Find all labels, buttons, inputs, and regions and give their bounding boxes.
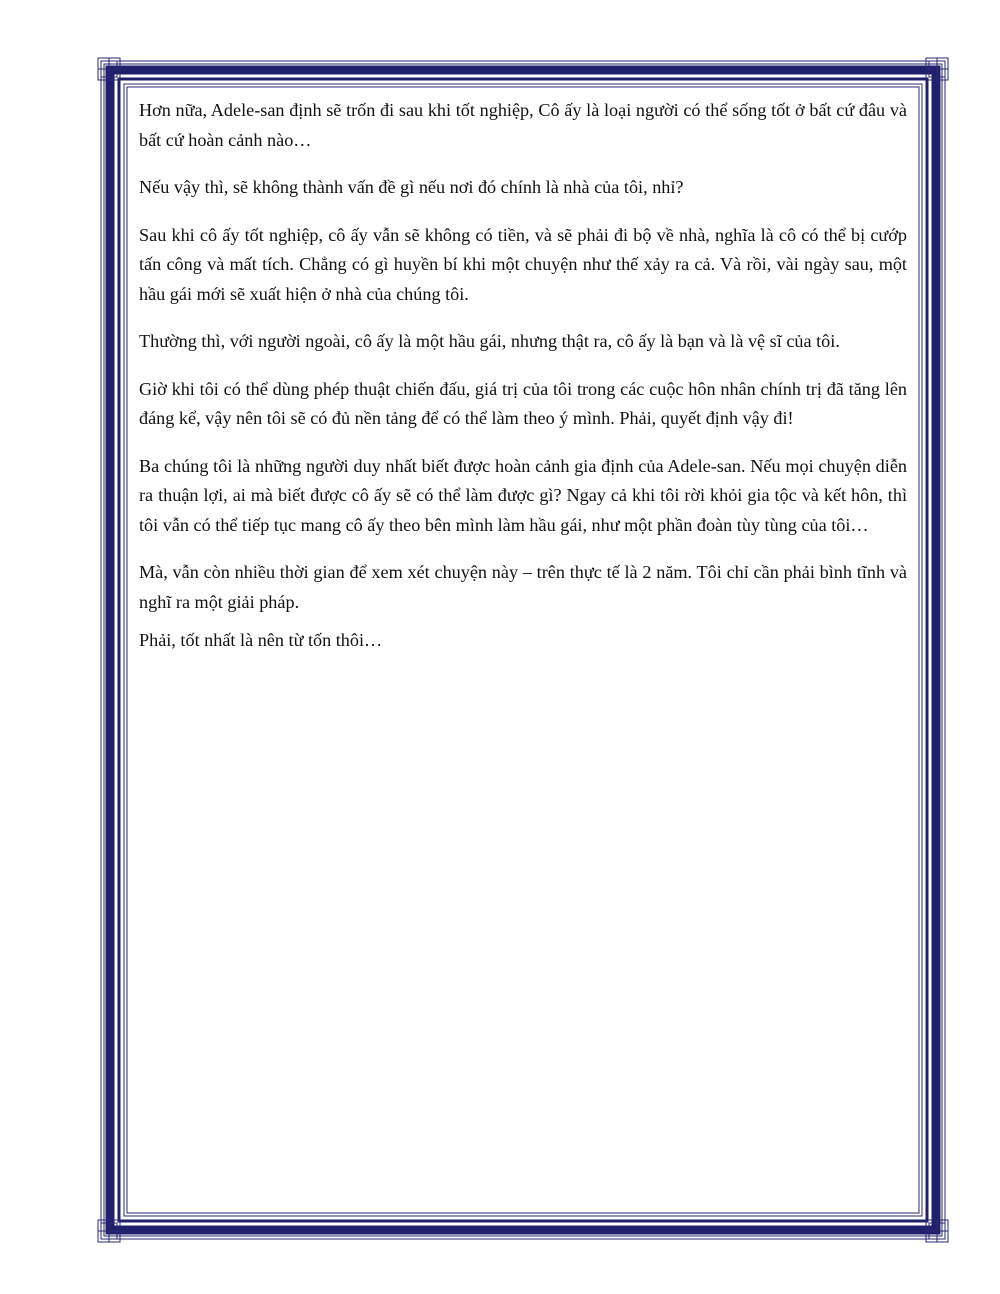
corner-ornament-top-right [926,58,948,80]
paragraph-1: Hơn nữa, Adele-san định sẽ trốn đi sau khi tốt nghiệp, Cô ấy là loại người có thể sống tốt ở bất cứ đâu và bất cứ hoàn cảnh nào… [139,100,907,150]
corner-ornament-bottom-right [926,1220,948,1242]
paragraph-4: Thường thì, với người ngoài, cô ấy là một hầu gái, nhưng thật ra, cô ấy là bạn và là vệ sĩ của tôi. [139,331,840,351]
corner-ornament-top-left [98,58,120,80]
document-body [139,96,907,674]
paragraph-5: Giờ khi tôi có thể dùng phép thuật chiến đấu, giá trị của tôi trong các cuộc hôn nhân chính trị đã tăng lên đáng kể, vậy nên tôi sẽ có đủ nền tảng để có thể làm theo ý mình. Phải, quyết định vậy đi! [139,378,907,428]
paragraph-7: Mà, vẫn còn nhiều thời gian để xem xét chuyện này – trên thực tế là 2 năm. Tôi chỉ cần phải bình tĩnh và nghĩ ra một giải pháp. [139,562,907,612]
paragraph-8: Phải, tốt nhất là nên từ tốn thôi… [139,630,383,650]
paragraph-6: Ba chúng tôi là những người duy nhất biết được hoàn cảnh gia định của Adele-san. Nếu mọi chuyện diễn ra thuận lợi, ai mà biết được cô ấy sẽ có thể làm được gì? Ngay cả khi tôi rời khỏi gia tộc và kết hôn, thì tôi vẫn có thể tiếp tục mang cô ấy theo bên mình làm hầu gái, như một phần đoàn tùy tùng của tôi… [139,455,907,535]
paragraph-2: Nếu vậy thì, sẽ không thành vấn đề gì nếu nơi đó chính là nhà của tôi, nhỉ? [139,177,684,197]
paragraph-3: Sau khi cô ấy tốt nghiệp, cô ấy vẫn sẽ không có tiền, và sẽ phải đi bộ về nhà, nghĩa là cô có thể bị cướp tấn công và mất tích. Chẳng có gì huyền bí khi một chuyện như thế xảy ra cả. Và rồi, vài ngày sau, một hầu gái mới sẽ xuất hiện ở nhà của chúng tôi. [139,224,907,304]
corner-ornament-bottom-left [98,1220,120,1242]
